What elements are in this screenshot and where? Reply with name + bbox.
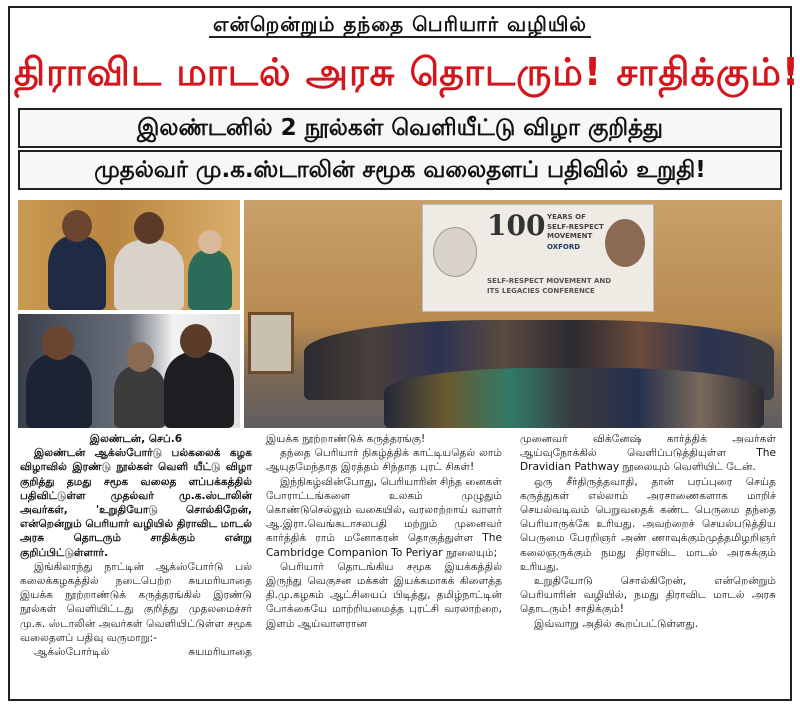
paragraph: இயக்க நூற்றாண்டுக் கருத்தரங்கு! [266,433,426,445]
article-body [20,432,782,698]
photo-book-presentation [18,314,240,428]
periyar-portrait-icon [433,227,477,277]
paragraph: இங்கிலாந்து நாட்டின் ஆக்ஸ்போர்டு பல் கலைக்கழகத்தில் நடைபெற்ற சுயமரியாதை இயக்க நூற்றாண்டுக் கருத்தரங்கில் இரண்டு நூல்கள் வெளியிட்டது குறித்து முதலமைச்சர் மு.க. ஸ்டாலின் அவர்கள் வெளியிட்டுள்ள சமூக வலைதளப் பதிவு வருமாறு:- [20,560,252,644]
paragraph: தந்தை பெரியார் நிகழ்த்திக் காட்டியதெல் லாம் ஆயுதமேந்தாத இரத்தம் சிந்தாத புரட் சிகள்! [266,447,502,474]
dateline: இலண்டன், செப்.6 [89,433,183,445]
article-column-2 [266,432,502,631]
paragraph: உறுதியோடு சொல்கிறேன், என்றென்றும் பெரியாரின் வழியில், நமது திராவிட மாடல் அரசு தொடரும்! சாதிக்கும்! [520,575,776,616]
subhead-line-1: இலண்டனில் 2 நூல்கள் வெளியீட்டு விழா குறித்து [18,108,782,148]
paragraph: இந்நிகழ்வின்போது, பெரியாரின் சிந்த னைகள் போராட்டங்களை உலகம் முழுதும் கொண்டுசெல்லும் வகையில், வரலாற்றாய் வாளர் ஆ.இரா.வெங்கடாசலபதி மற்றும் முனைவர் கார்த்திக் ராம் மனோகரன் தொகுத்துள்ள The Cambridge Companion To Periyar நூலையும்; [266,475,502,559]
conference-banner: 100 YEARS OF SELF-RESPECT MOVEMENT OXFORD SELF-RESPECT MOVEMENT AND ITS LEGACIES CONFERENCE [422,204,654,312]
group-photo [244,200,782,428]
kicker-text: என்றென்றும் தந்தை பெரியார் வழியில் [209,12,591,38]
paragraph: ஒரு சீர்திருத்தவாதி, தான் பரப்புரை செய்த கருத்துகள் எல்லாம் அரசாணைகளாக மாறிச் செயல்வடிவம் பெறுவதைக் கண்ட பெருமை தந்தை பெரியாருக்கே உரியது. அவற்றைச் செயல்படுத்திய பெருமை பேரறிஞர் அண் ணாவுக்கும்முத்தமிழறிஞர் கலைஞருக்கும் நமது திராவிட மாடல் அரசுக்கும் உரியது. [520,475,776,573]
lead-paragraph: இலண்டன் ஆக்ஸ்போர்டு பல்கலைக் கழக விழாவில் இரண்டு நூல்கள் வெளி யீட்டு விழா குறித்து தமது சமூக வலைத ளப்பக்கத்தில் பதிவிட்டுள்ள முதல்வர் மு.க.ஸ்டாலின் அவர்கள், 'உறுதியோடு சொல்கிறேன், என்றென்றும் பெரியார் வழியில் திராவிட மாடல் அரசு தொடரும் சாதிக்கும் என்று குறிப்பிட்டுள்ளார். [20,447,252,559]
article-column-3 [520,432,776,631]
left-photos [18,200,240,428]
paragraph: முனைவர் விக்னேஷ் கார்த்திக் அவர்கள் ஆய்வுநோக்கில் வெளிப்படுத்தியுள்ள The Dravidian Pathway நூலையும் வெளியிட் டேன். [520,433,776,474]
photo-award-handshake [18,200,240,310]
conference-group-photo [244,200,782,428]
seated-group [384,368,764,428]
subhead-line-2: முதல்வர் மு.க.ஸ்டாலின் சமூக வலைதளப் பதிவில் உறுதி! [18,150,782,190]
kicker-headline [14,10,786,38]
speaker-portrait-icon [605,219,645,267]
paragraph: ஆக்ஸ்போர்டில் சுயமரியாதை [34,646,252,659]
paragraph: இவ்வாறு அதில் கூறப்பட்டுள்ளது. [534,617,699,630]
framed-portrait [248,312,294,374]
article-column-1 [20,432,252,659]
main-headline: திராவிட மாடல் அரசு தொடரும்! சாதிக்கும்! [14,50,800,94]
paragraph: பெரியார் தொடங்கிய சமூக இயக்கத்தில் இருந்து வெகுசன மக்கள் இயக்கமாகக் கிளைத்த தி.மு.கழகம் ஆட்சியைப் பிடித்து, தமிழ்நாட்டின் போக்கையே மாற்றியமைத்த புரட்சி வரலாற்றை, இளம் ஆய்வாளரான [266,560,502,630]
